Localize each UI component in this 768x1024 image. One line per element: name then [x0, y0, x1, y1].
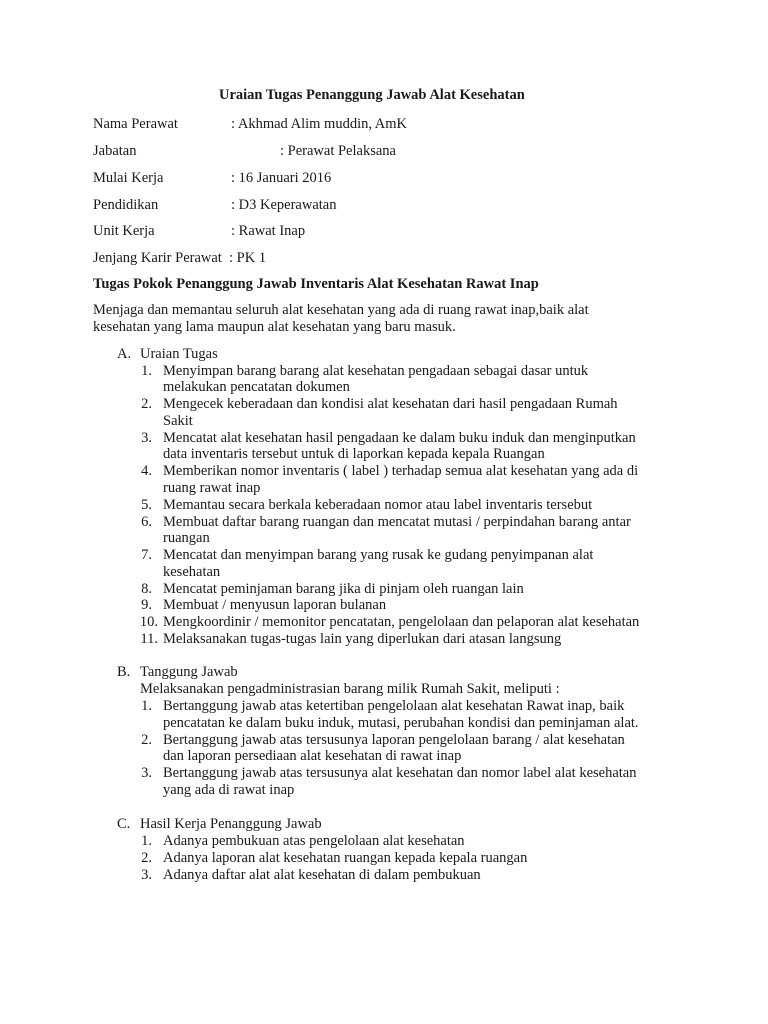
list-item-line: Adanya pembukuan atas pengelolaan alat kesehatan — [163, 833, 465, 849]
list-item-line: ruangan — [163, 530, 210, 546]
list-number: 3. — [141, 430, 152, 446]
list-item-line: data inventaris tersebut untuk di laporkan kepada kepala Ruangan — [163, 446, 545, 462]
field-value-mulai-kerja: : 16 Januari 2016 — [231, 170, 332, 186]
list-number: 7. — [141, 547, 152, 563]
list-item-line: Bertanggung jawab atas ketertiban pengelolaan alat kesehatan Rawat inap, baik — [163, 698, 625, 714]
field-label-jabatan: Jabatan — [93, 143, 137, 159]
field-label-nama: Nama Perawat — [93, 116, 178, 132]
section-c-title: Hasil Kerja Penanggung Jawab — [140, 816, 322, 832]
field-value-nama: : Akhmad Alim muddin, AmK — [231, 116, 408, 132]
list-number: 8. — [141, 581, 152, 597]
list-number: 2. — [141, 396, 152, 412]
list-item-line: dan laporan persediaan alat kesehatan di rawat inap — [163, 748, 462, 764]
document-title: Uraian Tugas Penanggung Jawab Alat Kesehatan — [219, 87, 525, 103]
list-item-line: ruang rawat inap — [163, 480, 261, 496]
list-item-line: Membuat / menyusun laporan bulanan — [163, 597, 387, 613]
list-item-line: melakukan pencatatan dokumen — [163, 379, 350, 395]
field-label-mulai-kerja: Mulai Kerja — [93, 170, 164, 186]
list-item-line: kesehatan — [163, 564, 221, 580]
list-item-line: Mengecek keberadaan dan kondisi alat kesehatan dari hasil pengadaan Rumah — [163, 396, 618, 412]
list-item-line: Adanya laporan alat kesehatan ruangan kepada kepala ruangan — [163, 850, 528, 866]
list-number: 4. — [141, 463, 152, 479]
list-number: 1. — [141, 833, 152, 849]
list-item-line: Membuat daftar barang ruangan dan mencatat mutasi / perpindahan barang antar — [163, 514, 631, 530]
list-item-line: Memberikan nomor inventaris ( label ) terhadap semua alat kesehatan yang ada di — [163, 463, 639, 479]
list-number: 5. — [141, 497, 152, 513]
list-item-line: pencatatan ke dalam buku induk, mutasi, perubahan kondisi dan peminjaman alat. — [163, 715, 639, 731]
list-number: 2. — [141, 732, 152, 748]
section-a-letter: A. — [117, 346, 132, 362]
list-number: 3. — [141, 867, 152, 883]
section-a-title: Uraian Tugas — [140, 346, 218, 362]
list-item-line: Mencatat alat kesehatan hasil pengadaan ke dalam buku induk dan menginputkan — [163, 430, 636, 446]
list-number: 9. — [141, 597, 152, 613]
list-item-line: Adanya daftar alat alat kesehatan di dalam pembukuan — [163, 867, 481, 883]
list-item-line: Mencatat peminjaman barang jika di pinjam oleh ruangan lain — [163, 581, 524, 597]
intro-line: kesehatan yang lama maupun alat kesehatan yang baru masuk. — [93, 319, 456, 335]
list-item-line: Melaksanakan tugas-tugas lain yang diperlukan dari atasan langsung — [163, 631, 562, 647]
list-item-line: Mencatat dan menyimpan barang yang rusak ke gudang penyimpanan alat — [163, 547, 594, 563]
list-item-line: Memantau secara berkala keberadaan nomor atau label inventaris tersebut — [163, 497, 593, 513]
list-item-line: Bertanggung jawab atas tersusunya laporan pengelolaan barang / alat kesehatan — [163, 732, 625, 748]
list-item-line: Menyimpan barang barang alat kesehatan pengadaan sebagai dasar untuk — [163, 363, 589, 379]
field-label-jenjang-karir: Jenjang Karir Perawat — [93, 250, 222, 266]
list-number: 3. — [141, 765, 152, 781]
list-number: 1. — [141, 363, 152, 379]
list-number: 6. — [141, 514, 152, 530]
field-label-pendidikan: Pendidikan — [93, 197, 159, 213]
list-item-line: Mengkoordinir / memonitor pencatatan, pengelolaan dan pelaporan alat kesehatan — [163, 614, 640, 630]
list-number: 11. — [140, 631, 158, 647]
field-value-unit-kerja: : Rawat Inap — [231, 223, 306, 239]
list-number: 1. — [141, 698, 152, 714]
list-item-line: Sakit — [163, 413, 193, 429]
list-item-line: yang ada di rawat inap — [163, 782, 295, 798]
intro-line: Menjaga dan memantau seluruh alat kesehatan yang ada di ruang rawat inap,baik alat — [93, 302, 589, 318]
list-item-line: Bertanggung jawab atas tersusunya alat kesehatan dan nomor label alat kesehatan — [163, 765, 637, 781]
section-b-title: Tanggung Jawab — [140, 664, 238, 680]
section-heading: Tugas Pokok Penanggung Jawab Inventaris Alat Kesehatan Rawat Inap — [93, 276, 539, 292]
section-b-intro: Melaksanakan pengadministrasian barang milik Rumah Sakit, meliputi : — [140, 681, 560, 697]
section-b-letter: B. — [117, 664, 131, 680]
field-value-jenjang-karir: : PK 1 — [229, 250, 267, 266]
section-c-letter: C. — [117, 816, 131, 832]
list-number: 10. — [139, 614, 158, 630]
field-value-pendidikan: : D3 Keperawatan — [231, 197, 337, 213]
field-label-unit-kerja: Unit Kerja — [93, 223, 155, 239]
list-number: 2. — [141, 850, 152, 866]
field-value-jabatan: : Perawat Pelaksana — [280, 143, 396, 159]
